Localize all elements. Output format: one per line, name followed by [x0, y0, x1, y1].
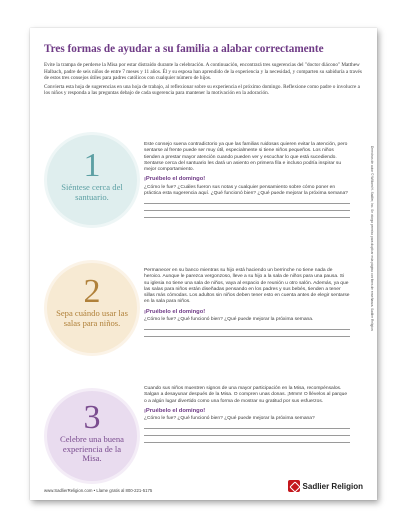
logo-text: Sadlier Religion [302, 481, 363, 491]
tip-1-badge [44, 132, 140, 228]
worksheet-page [30, 28, 377, 500]
answer-line[interactable] [144, 336, 350, 337]
tip-1-question: ¿Cómo le fue? ¿Cuáles fueron sus notas y cualquier pensamiento sobre cómo poner en práctica esta sugerencia aquí. ¿Qué funcionó bien? ¿Qué puede mejorar la próxima semana? [144, 184, 348, 197]
tip-1-number: 1 [83, 147, 101, 184]
intro-paragraph-1: Evite la trampa de perderse la Misa por estar distraído durante la celebración. A continuación, encontrará tres sugerencias del "doctor diácono" Matthew Halbach, padre de seis niños de entre 7 meses y 11 años. Él y su esposa han aprendido de la experiencia y la necesidad, y comparten su sabiduría a través de estos tres consejos útiles para padres católicos con cualquier número de hijos. [44, 62, 362, 82]
tip-2-question: ¿Cómo le fue? ¿Qué funcionó bien? ¿Qué puede mejorar la próxima semana. [144, 317, 314, 323]
answer-line[interactable] [144, 217, 350, 218]
tip-2-number: 2 [83, 273, 101, 310]
logo-mark-icon [288, 480, 300, 492]
tip-1-section [144, 142, 350, 218]
tip-3-question: ¿Cómo le fue? ¿Qué funcionó bien? ¿Qué puede mejorar la próxima semana? [144, 416, 315, 422]
tip-1-heading: ¡Pruébelo el domingo! [144, 176, 206, 183]
tip-3-body: Cuando sus niños muestren signos de una mayor participación en la Misa, recompénsalos. Salgan a desayunar después de la Misa. O compren unas donas. ¡Mmm! O llévelos al parque o a algún lugar divertido como una forma de mostrar su gratitud por sus esfuerzos. [144, 386, 348, 404]
footer-contact: www.SadlierReligion.com • Llame gratis al 800-221-5175 [44, 488, 153, 493]
tip-1-caption: Siéntese cerca del santuario. [61, 182, 123, 202]
tip-3-caption: Celebre una buena experiencia de la Misa. [60, 434, 124, 464]
tip-3-section [144, 386, 350, 443]
answer-line[interactable] [144, 210, 350, 211]
answer-line[interactable] [144, 203, 350, 204]
sadlier-logo [288, 480, 363, 492]
intro-text [44, 62, 362, 99]
copyright-text: Derechos de autor © William H. Sadlier, Inc. Se otorga permiso para duplicar esta página con fines de enseñanza. Sadlier Religion [370, 146, 374, 331]
tip-3-heading: ¡Pruébelo el domingo! [144, 407, 206, 414]
tip-2-caption: Sepa cuándo usar las salas para niños. [56, 308, 128, 328]
answer-line[interactable] [144, 442, 350, 443]
tip-3-number: 3 [83, 399, 101, 436]
tip-2-section [144, 268, 350, 337]
tip-3-badge [44, 388, 140, 484]
intro-paragraph-2: Convierta esta hoja de sugerencias en una hoja de trabajo, al reflexionar sobre su experiencia el próximo domingo. Reflexione como padre o involucre a los niños y responda a las preguntas debajo de cada sugerencia para mantener la motivación en la adoración. [44, 83, 360, 97]
page-title: Tres formas de ayudar a su familia a alabar correctamente [44, 43, 324, 55]
tip-1-body: Este consejo suena contradictorio ya que las familias ruidosas quieren evitar la atención, pero sentarse al frente puede ser muy útil, especialmente si tiene niños pequeños. Los niños tienden a prestar mayor atención cuando pueden ver y escuchar lo que está sucediendo. Sentarse cerca del santuario les dará un asiento en primera fila e incluso podría inspirar su mejor comportamiento. [144, 142, 348, 173]
answer-line[interactable] [144, 435, 350, 436]
tip-2-body: Permanecer en su banco mientras su hijo está haciendo un berrinche no tiene nada de heroico. Aunque le parezca vergonzoso, lleve a su hijo a la sala de niños para una pausa. Si su iglesia no tiene una sala de niños, vaya al espacio de reunión u otro salón. Además, ya que las salas para niños están diseñadas pensando en los padres y sus bebés, tienden a tener sillas más cómodas. Los adultos sin niños deben tener esto en cuenta antes de elegir sentarse en la sala para niños. [144, 268, 350, 305]
tip-2-badge [44, 260, 140, 356]
answer-line[interactable] [144, 329, 350, 330]
tip-2-heading: ¡Pruébelo el domingo! [144, 308, 206, 315]
copyright-side-note [367, 146, 375, 376]
answer-line[interactable] [144, 428, 350, 429]
